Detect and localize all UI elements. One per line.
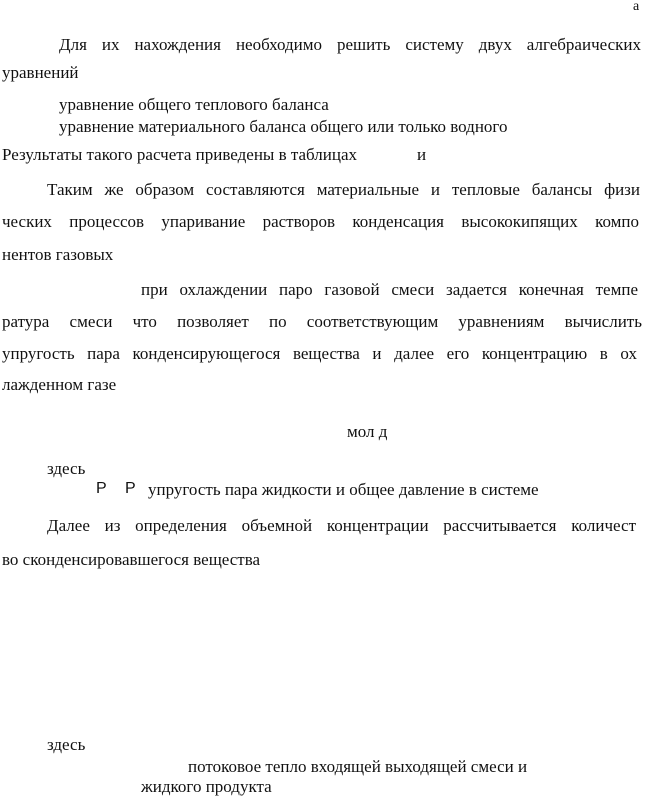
where-label-2: здесь [47,735,86,754]
paragraph-2-line-2: ческих процессов упаривание растворов конденсация высококипящих компо [2,212,639,231]
paragraph-3-line-3: упругость пара конденсирующегося вещества и далее его концентрацию в ох [2,344,637,363]
paragraph-4-line-2: во сконденсировавшегося вещества [2,550,261,569]
symbol-p-total: P [125,480,136,497]
paragraph-4-line-1: Далее из определения объемной концентрации рассчитывается количест [47,516,636,535]
equation-item-2: уравнение материального баланса общего или только водного [59,117,508,136]
paragraph-3-line-2: ратура смеси что позволяет по соответствующим уравнениям вычислить [2,312,642,331]
heat-flow-description-line-1: потоковое тепло входящей выходящей смеси и [188,757,528,776]
symbol-p-vapor: P [96,480,107,497]
paragraph-1-line-2: уравнений [2,63,79,82]
results-line: Результаты такого расчета приведены в таблицах [2,145,357,164]
heat-flow-description-line-2: жидкого продукта [141,777,272,796]
paragraph-3-line-1: при охлаждении паро газовой смеси задается конечная темпе [141,280,638,299]
paragraph-2-line-1: Таким же образом составляются материальные и тепловые балансы физи [47,180,640,199]
results-line-tail: и [417,145,427,164]
equation-item-1: уравнение общего теплового баланса [59,95,329,114]
paragraph-1-line-1: Для их нахождения необходимо решить систему двух алгебраических [59,35,641,54]
symbol-description: упругость пара жидкости и общее давление в системе [148,480,539,499]
formula-unit: мол д [347,422,388,441]
paragraph-2-line-3: нентов газовых [2,245,114,264]
where-label-1: здесь [47,459,86,478]
paragraph-3-line-4: лажденном газе [2,375,117,394]
corner-mark: а [633,0,640,14]
